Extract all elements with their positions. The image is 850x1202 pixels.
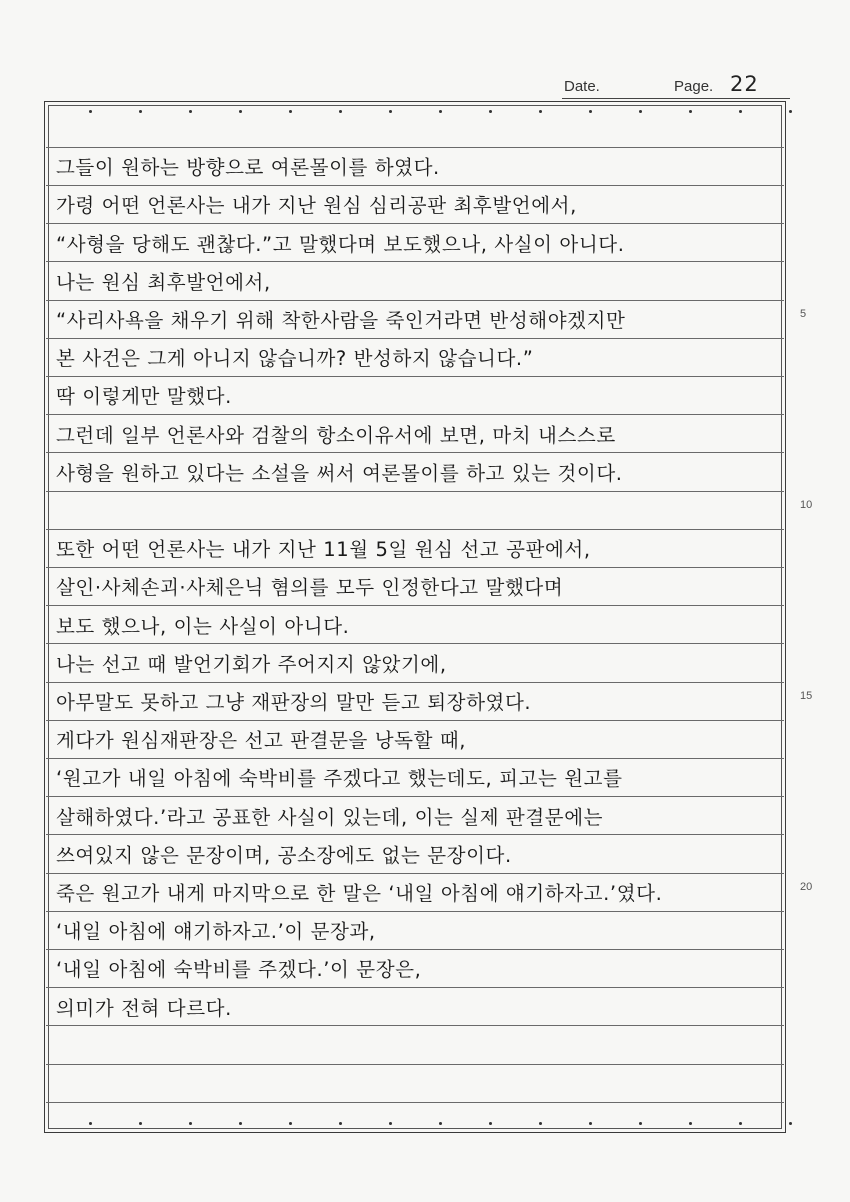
page-header	[562, 74, 790, 99]
grid-dot	[139, 1122, 142, 1125]
grid-dot	[539, 1122, 542, 1125]
grid-dot	[239, 1122, 242, 1125]
text-line: 의미가 전혀 다르다.	[56, 996, 232, 1020]
text-line: 또한 어떤 언론사는 내가 지난 11월 5일 원심 선고 공판에서,	[56, 538, 591, 562]
grid-dot	[289, 1122, 292, 1125]
grid-dot	[339, 1122, 342, 1125]
text-line: ‘원고가 내일 아침에 숙박비를 주겠다고 했는데도, 피고는 원고를	[56, 767, 623, 791]
grid-dot	[789, 1122, 792, 1125]
bottom-dot-row	[45, 1122, 785, 1128]
page-label: Page.	[674, 78, 714, 95]
text-line: 살인·사체손괴·사체은닉 혐의를 모두 인정한다고 말했다며	[56, 576, 564, 600]
grid-dot	[789, 110, 792, 113]
text-line: 딱 이렇게만 말했다.	[56, 385, 232, 409]
text-line: 그들이 원하는 방향으로 여론몰이를 하였다.	[56, 156, 440, 180]
grid-dot	[489, 1122, 492, 1125]
grid-dot	[439, 1122, 442, 1125]
text-line	[56, 1029, 776, 1065]
text-line: ‘내일 아침에 숙박비를 주겠다.’이 문장은,	[56, 958, 422, 982]
margin-line-number: 10	[800, 499, 813, 511]
text-line: 보도 했으나, 이는 사실이 아니다.	[56, 614, 350, 638]
grid-dot	[689, 1122, 692, 1125]
ruled-line	[46, 1102, 784, 1103]
grid-dot	[589, 1122, 592, 1125]
text-line: 본 사건은 그게 아니지 않습니까? 반성하지 않습니다.”	[56, 347, 534, 371]
text-line: “사리사욕을 채우기 위해 착한사람을 죽인거라면 반성해야겠지만	[56, 309, 626, 332]
date-label: Date.	[564, 78, 600, 95]
text-line: 그런데 일부 언론사와 검찰의 항소이유서에 보면, 마치 내스스로	[56, 423, 616, 447]
text-line	[56, 112, 776, 148]
grid-dot	[89, 1122, 92, 1125]
text-line: 가령 어떤 언론사는 내가 지난 원심 심리공판 최후발언에서,	[56, 194, 577, 218]
margin-line-number: 20	[800, 881, 813, 893]
text-line: ‘내일 아침에 얘기하자고.’이 문장과,	[56, 920, 376, 944]
text-line: 죽은 원고가 내게 마지막으로 한 말은 ‘내일 아침에 얘기하자고.’였다.	[56, 882, 663, 905]
grid-dot	[189, 1122, 192, 1125]
text-line: 아무말도 못하고 그냥 재판장의 말만 듣고 퇴장하였다.	[56, 691, 532, 714]
margin-line-number: 5	[800, 308, 807, 320]
grid-dot	[639, 1122, 642, 1125]
text-line: “사형을 당해도 괜찮다.”고 말했다며 보도했으나, 사실이 아니다.	[56, 232, 625, 256]
page-number: 22	[730, 72, 759, 96]
text-line: 나는 원심 최후발언에서,	[56, 270, 271, 294]
text-line: 게다가 원심재판장은 선고 판결문을 낭독할 때,	[56, 729, 467, 753]
text-line: 사형을 원하고 있다는 소설을 써서 여론몰이를 하고 있는 것이다.	[56, 461, 623, 485]
grid-dot	[739, 1122, 742, 1125]
text-line	[56, 494, 776, 530]
grid-dot	[389, 1122, 392, 1125]
margin-line-number: 15	[800, 690, 813, 702]
text-line: 쓰여있지 않은 문장이며, 공소장에도 없는 문장이다.	[56, 843, 512, 867]
text-line: 나는 선고 때 발언기회가 주어지지 않았기에,	[56, 652, 447, 676]
text-line: 살해하였다.’라고 공표한 사실이 있는데, 이는 실제 판결문에는	[56, 805, 604, 829]
